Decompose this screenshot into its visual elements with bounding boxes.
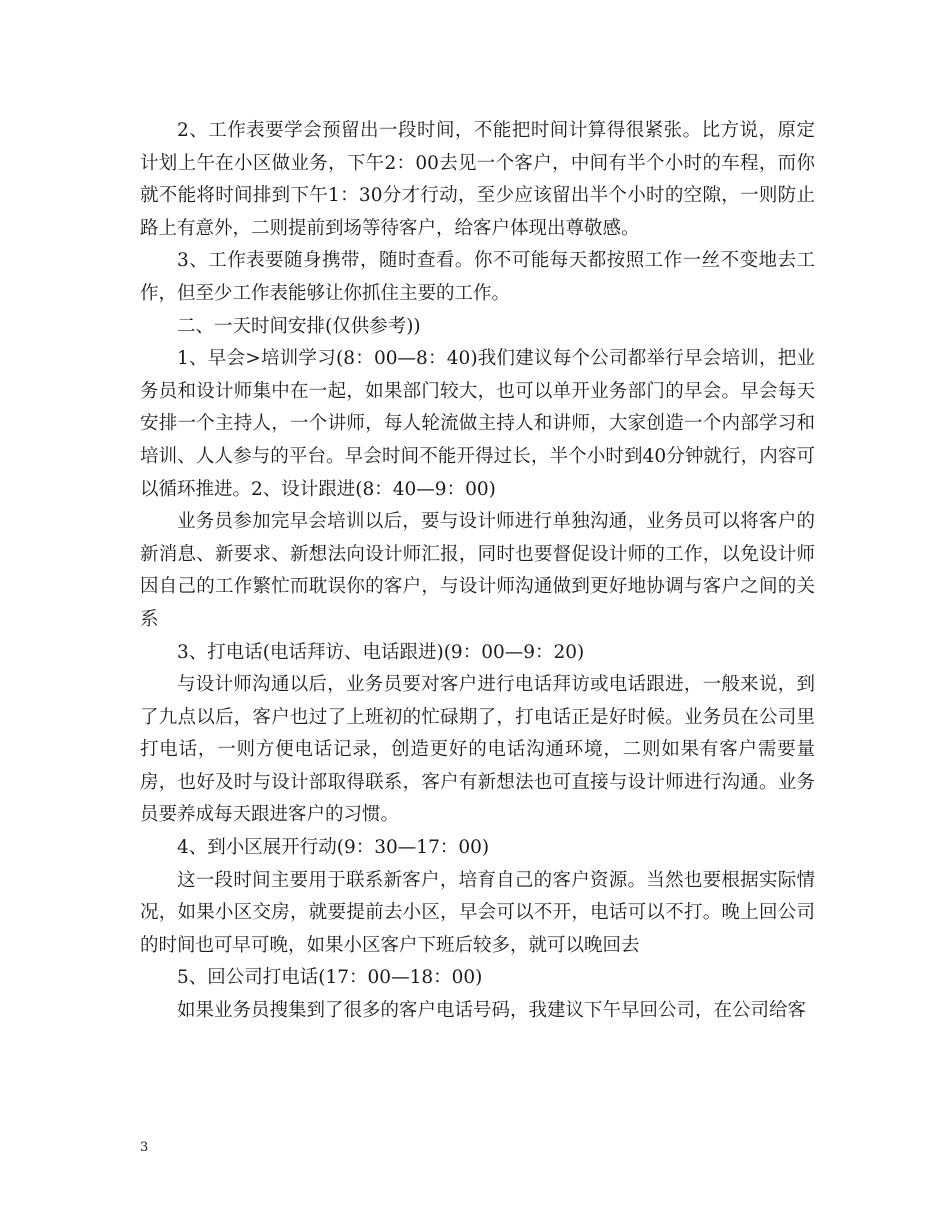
document-body	[140, 115, 815, 1028]
subsection-heading: 4、到小区展开行动(9：30—17：00)	[177, 837, 490, 859]
page-number: 3	[140, 1140, 149, 1155]
paragraph: 与设计师沟通以后，业务员要对客户进行电话拜访或电话跟进，一般来说，到了九点以后，客户也过了上班初的忙碌期了，打电话正是好时候。业务员在公司里打电话，一则方便电话记录，创造更好的电话沟通环境，二则如果有客户需要量房，也好及时与设计部取得联系，客户有新想法也可直接与设计师进行沟通。业务员要养成每天跟进客户的习惯。	[140, 674, 815, 826]
subsection-heading: 3、打电话(电话拜访、电话跟进)(9：00—9：20)	[177, 641, 585, 663]
paragraph: 2、工作表要学会预留出一段时间，不能把时间计算得很紧张。比方说，原定计划上午在小区做业务，下午2：00去见一个客户，中间有半个小时的车程，而你就不能将时间排到下午1：30分才行动，至少应该留出半个小时的空隙，一则防止路上有意外，二则提前到场等待客户，给客户体现出尊敬感。	[140, 120, 815, 239]
subsection-heading: 5、回公司打电话(17：00—18：00)	[177, 967, 483, 989]
paragraph: 如果业务员搜集到了很多的客户电话号码，我建议下午早回公司，在公司给客	[177, 1000, 807, 1022]
paragraph: 这一段时间主要用于联系新客户，培育自己的客户资源。当然也要根据实际情况，如果小区交房，就要提前去小区，早会可以不开，电话可以不打。晚上回公司的时间也可早可晚，如果小区客户下班后较多，就可以晚回去	[140, 869, 815, 956]
paragraph: 业务员参加完早会培训以后，要与设计师进行单独沟通，业务员可以将客户的新消息、新要求、新想法向设计师汇报，同时也要督促设计师的工作，以免设计师因自己的工作繁忙而耽误你的客户，与设计师沟通做到更好地协调与客户之间的关系	[140, 511, 815, 630]
paragraph: 1、早会>培训学习(8：00—8：40)我们建议每个公司都举行早会培训，把业务员和设计师集中在一起，如果部门较大，也可以单开业务部门的早会。早会每天安排一个主持人，一个讲师，每人轮流做主持人和讲师，大家创造一个内部学习和培训、人人参与的平台。早会时间不能开得过长，半个小时到40分钟就行，内容可以循环推进。2、设计跟进(8：40—9：00)	[140, 348, 815, 500]
section-heading: 二、一天时间安排(仅供参考))	[177, 315, 421, 337]
paragraph: 3、工作表要随身携带，随时查看。你不可能每天都按照工作一丝不变地去工作，但至少工作表能够让你抓住主要的工作。	[140, 250, 815, 304]
